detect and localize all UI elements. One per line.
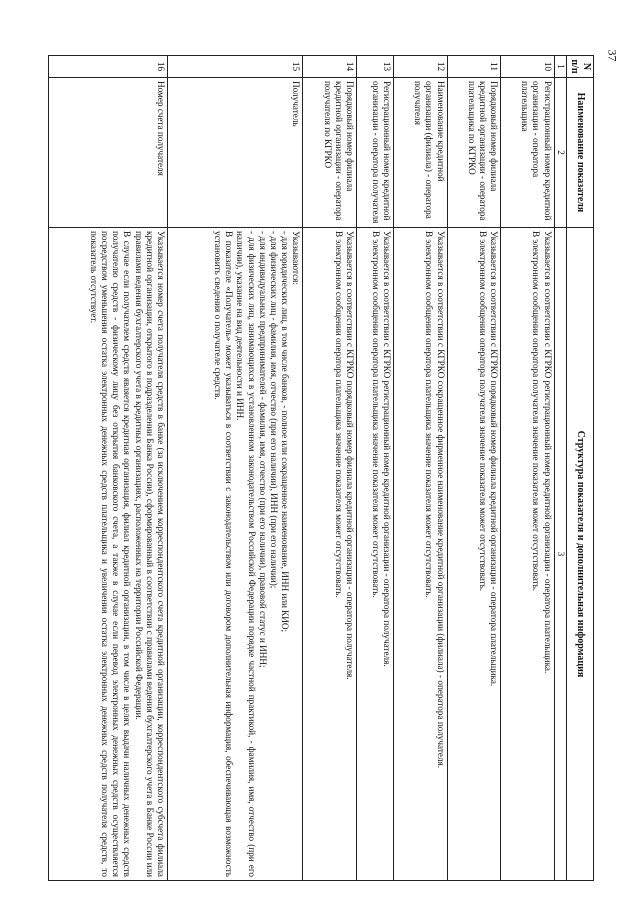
description-paragraph: - для индивидуальных предпринимателей - фамилия, имя, отчество (при его наличии), правовой статус и ИНН; bbox=[257, 231, 268, 668]
table-body bbox=[49, 56, 555, 881]
table-header-row bbox=[566, 56, 593, 881]
rotated-page-content bbox=[48, 55, 594, 881]
indicator-description bbox=[49, 228, 168, 881]
table-row bbox=[394, 56, 448, 881]
row-number: 14 bbox=[303, 56, 357, 78]
row-number: 10 bbox=[501, 56, 555, 78]
table-row bbox=[447, 56, 501, 881]
indicator-name: Порядковый номер филиала кредитной организации - оператора плательщика по КГРКО bbox=[447, 78, 501, 228]
row-number: 16 bbox=[49, 56, 168, 78]
table-row bbox=[168, 56, 303, 881]
description-paragraph: В электронном сообщении оператора плательщика значение показателя может отсутствовать. bbox=[333, 231, 344, 598]
description-paragraph: Указывается номер счета получателя средств в банке (за исключением корреспондентского счета кредитной организации, корреспондентского субсчета филиала кредитной организации, открытого в подразделении Банка России), сформированный в соответствии с правилами ведения бухгалтерского учета в Банке России или правилами ведения бухгалтерского учета в кредитных организациях, расположенных на территории Российской Федерации. bbox=[133, 231, 167, 877]
indicator-description bbox=[168, 228, 303, 881]
description-paragraph: В электронном сообщении оператора получателя значение показателя может отсутствовать. bbox=[531, 231, 542, 592]
column-number: 1 bbox=[554, 56, 566, 78]
column-number: 2 bbox=[554, 78, 566, 228]
description-paragraph: - для физических лиц, занимающихся в установленном законодательством Российской Федерации порядке частной практикой, - фамилия, имя, отчество (при его наличии), указание на вид деятельности и ИНН. bbox=[235, 231, 257, 877]
table-row bbox=[356, 56, 393, 881]
description-paragraph: - для физических лиц - фамилия, имя, отчество (при его наличии), ИНН (при его наличии); bbox=[269, 231, 280, 589]
header-num: N п/п bbox=[566, 56, 593, 78]
indicator-name: Наименование кредитной организации (филиала) - оператора получателя bbox=[394, 78, 448, 228]
indicator-description bbox=[501, 228, 555, 881]
header-name: Наименование показателя bbox=[566, 78, 593, 228]
description-paragraph: Указывается в соответствии с КГРКО сокращенное фирменное наименование кредитной организации (филиала) - оператора получателя. bbox=[435, 231, 446, 769]
description-paragraph: Указывается в соответствии с КГРКО регистрационный номер кредитной организации - оператора плательщика. bbox=[542, 231, 553, 674]
description-paragraph: Указывается в соответствии с КГРКО регистрационный номер кредитной организации - оператора получателя. bbox=[382, 231, 393, 667]
description-paragraph: В случае если получателем средств является кредитная организация, филиал кредитной организации, в том числе в целях выдачи наличных денежных средств получателю средств - физическому лицу без открытия банковского счета, а также в случае если перевод электронных денежных средств осуществляется посредством уменьшения остатка электронных денежных средств плательщика и увеличения остатка электронных денежных средств получателя средств, то показатель отсутствует. bbox=[88, 231, 133, 877]
description-paragraph: В показателе «Получатель» может указываться в соответствии с законодательством или договором дополнительная информация, обеспечивающая возможность установить сведения о получателе средств. bbox=[212, 231, 235, 877]
indicator-name: Регистрационный номер кредитной организации - оператора плательщика bbox=[501, 78, 555, 228]
description-paragraph: В электронном сообщении оператора плательщика значение показателя может отсутствовать. bbox=[424, 231, 435, 598]
table-row bbox=[303, 56, 357, 881]
indicator-name: Номер счета получателя bbox=[49, 78, 168, 228]
description-paragraph: Указывается в соответствии с КГРКО порядковый номер филиала кредитной организации - оператора плательщика. bbox=[489, 231, 500, 687]
description-paragraph: В электронном сообщении оператора плательщика значение показателя может отсутствовать. bbox=[370, 231, 381, 598]
row-number: 15 bbox=[168, 56, 303, 78]
column-number-row bbox=[554, 56, 566, 881]
page-number: 37 bbox=[605, 49, 620, 62]
indicator-name: Порядковый номер филиала кредитной организации - оператора получателя по КГРКО bbox=[303, 78, 357, 228]
row-number: 11 bbox=[447, 56, 501, 78]
description-paragraph: Указываются: bbox=[291, 231, 302, 285]
table-row bbox=[49, 56, 168, 881]
indicator-description bbox=[356, 228, 393, 881]
table-row bbox=[501, 56, 555, 881]
indicator-description bbox=[394, 228, 448, 881]
indicator-description bbox=[303, 228, 357, 881]
indicator-name: Регистрационный номер кредитной организации - оператора получателя bbox=[356, 78, 393, 228]
description-paragraph: - для юридических лиц, в том числе банков, - полное или сокращенное наименование, ИНН или КИО; bbox=[280, 231, 291, 633]
indicator-name: Получатель bbox=[168, 78, 303, 228]
column-number: 3 bbox=[554, 228, 566, 881]
indicator-table bbox=[48, 55, 594, 881]
header-structure: Структура показателя и дополнительная информация bbox=[566, 228, 593, 881]
indicator-description bbox=[447, 228, 501, 881]
description-paragraph: Указывается в соответствии с КГРКО порядковый номер филиала кредитной организации - оператора получателя. bbox=[344, 231, 355, 680]
row-number: 13 bbox=[356, 56, 393, 78]
row-number: 12 bbox=[394, 56, 448, 78]
description-paragraph: В электронном сообщении оператора получателя значение показателя может отсутствовать. bbox=[477, 231, 488, 592]
